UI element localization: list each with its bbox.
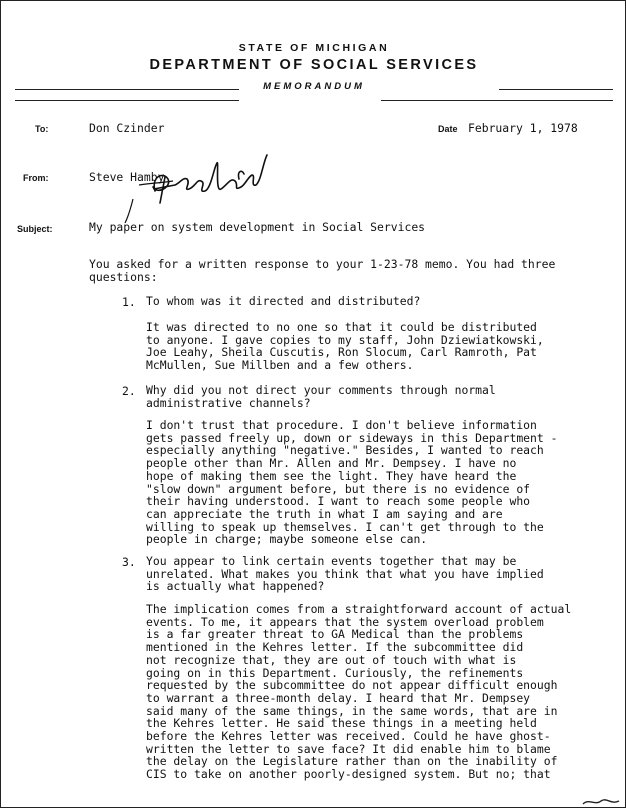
page-corner-mark bbox=[581, 795, 621, 808]
subject-value: My paper on system development in Social Services bbox=[89, 220, 426, 234]
memorandum-heading: MEMORANDUM bbox=[263, 81, 365, 92]
intro-paragraph: You asked for a written response to your 1-23-78 memo. You had three questions: bbox=[89, 257, 556, 284]
to-label: To: bbox=[35, 124, 49, 134]
date-label: Date bbox=[438, 124, 458, 134]
item-3-number: 3. bbox=[122, 555, 136, 569]
signature bbox=[111, 141, 271, 231]
item-1-number: 1. bbox=[122, 295, 136, 309]
item-3-question: You appear to link certain events together that may be unrelated. What makes you think that what you have implied is actually what happened? bbox=[146, 554, 544, 594]
item-2-question: Why did you not direct your comments through normal administrative channels? bbox=[146, 383, 496, 410]
item-1-question: To whom was it directed and distributed? bbox=[146, 294, 421, 308]
item-1-answer: It was directed to no one so that it could be distributed to anyone. I gave copies to my staff, John Dziewiatkowski, Joe Leahy, Sheila Cuscutis, Ron Slocum, Carl Ramroth, Pat McMullen, Sue Millben and a few others. bbox=[146, 320, 544, 373]
subject-label: Subject: bbox=[17, 224, 53, 234]
header-rule-bottom-left bbox=[15, 100, 239, 101]
header-rule-bottom-right bbox=[381, 100, 613, 101]
from-value: Steve Hamby bbox=[89, 170, 165, 184]
item-2-number: 2. bbox=[122, 384, 136, 398]
item-3-answer: The implication comes from a straightforward account of actual events. To me, it appears that the system overload problem is a far greater threat to GA Medical than the problems mentioned in the Kehres letter. If the subcommittee did not recognize that, they are out of touch with what is going on in this Department. Curiously, the refinements requested by the subcommittee do not appear difficult enough to warrant a three-month delay. I heard that Mr. Dempsey said many of the same things, in the same words, that are in the Kehres letter. He said these things in a meeting held before the Kehres letter was received. Could he have ghost- written the letter to save face? It did enable him to blame the delay on the Legislature rather than on the inability of CIS to take on another poorly-designed system. But no; that bbox=[146, 602, 572, 782]
item-2-answer: I don't trust that procedure. I don't believe information gets passed freely up, down or sideways in this Department - especially anything "negative." Besides, I wanted to reach people other than Mr. Allen and Mr. Dempsey. I have no hope of making them see the light. They have heard the "slow down" argument before, but there is no evidence of their having understood. I want to reach some people who can appreciate the truth in what I am saying and are willing to speak up themselves. I can't get through to the people in charge; maybe someone else can. bbox=[146, 418, 558, 547]
date-value: February 1, 1978 bbox=[468, 121, 578, 135]
from-label: From: bbox=[23, 173, 49, 183]
state-heading: STATE OF MICHIGAN bbox=[238, 42, 390, 54]
to-value: Don Czinder bbox=[89, 121, 165, 135]
department-heading: DEPARTMENT OF SOCIAL SERVICES bbox=[149, 57, 479, 73]
